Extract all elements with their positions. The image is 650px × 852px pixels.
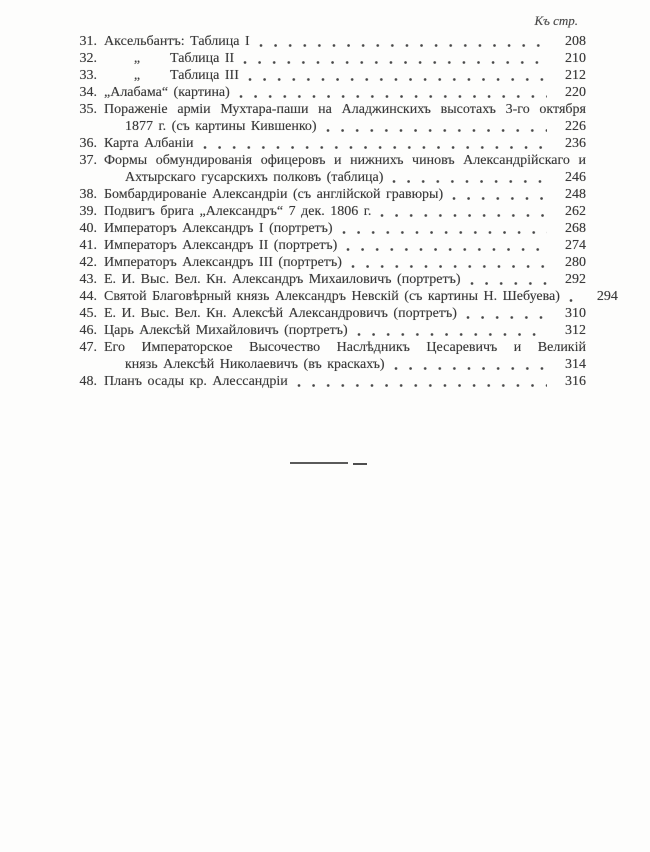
entry-title: Ахтырскаго гусарскихъ полковъ (таблица) <box>125 170 384 185</box>
toc-entry <box>75 305 586 322</box>
page-number: 292 <box>565 272 586 287</box>
leader-dots <box>452 186 547 203</box>
leader-dots <box>259 33 547 50</box>
leader-dots <box>380 203 547 220</box>
page-number: 246 <box>565 170 586 185</box>
divider-long-rule <box>290 462 348 464</box>
entry-title: Аксельбантъ: Таблица I <box>104 34 250 49</box>
toc-entry <box>75 135 586 152</box>
leader-dots <box>243 50 547 67</box>
entry-title: Царь Алексѣй Михайловичъ (портретъ) <box>104 323 348 338</box>
page-number: 262 <box>565 204 586 219</box>
divider-short-dash <box>353 463 367 465</box>
entry-number: 46. <box>79 323 97 338</box>
page-number: 212 <box>565 68 586 83</box>
toc-entry-line <box>75 237 586 254</box>
entry-title: Святой Благовѣрный князь Александръ Невскій (съ картины Н. Шебуева) <box>104 289 560 304</box>
toc-entry <box>75 186 586 203</box>
toc-entry-line <box>75 50 586 67</box>
illustration-list <box>75 33 618 390</box>
entry-number: 44. <box>79 289 97 304</box>
entry-title: Его Императорское Высочество Наслѣдникъ Цесаревичъ и Великій <box>104 340 586 355</box>
leader-dots <box>326 118 547 135</box>
entry-number: 33. <box>79 68 97 83</box>
leader-dots <box>470 271 547 288</box>
leader-dots <box>351 254 547 271</box>
toc-entry <box>75 67 586 84</box>
leader-dots <box>466 305 547 322</box>
page-number: 310 <box>565 306 586 321</box>
leader-dots <box>239 84 547 101</box>
leader-dots <box>357 322 547 339</box>
entry-number: 35. <box>79 102 97 117</box>
toc-entry <box>75 203 586 220</box>
page-number: 316 <box>565 374 586 389</box>
toc-entry-line <box>75 169 586 186</box>
toc-entry-line <box>75 203 586 220</box>
leader-dots <box>248 67 547 84</box>
section-divider <box>290 461 367 465</box>
toc-entry-line <box>75 101 586 118</box>
page-number: 268 <box>565 221 586 236</box>
leader-dots <box>569 288 579 305</box>
entry-number: 40. <box>79 221 97 236</box>
entry-number: 34. <box>79 85 97 100</box>
toc-entry <box>75 271 586 288</box>
page-number: 248 <box>565 187 586 202</box>
toc-entry-line <box>75 322 586 339</box>
toc-entry-line <box>75 33 586 50</box>
toc-entry-line <box>75 271 586 288</box>
toc-entry-line <box>75 186 586 203</box>
entry-title: Е. И. Выс. Вел. Кн. Александръ Михаиловичъ (портретъ) <box>104 272 461 287</box>
toc-entry-line <box>75 118 586 135</box>
toc-entry <box>75 33 586 50</box>
toc-entry <box>75 84 586 101</box>
entry-title: Подвигъ брига „Александръ“ 7 дек. 1806 г. <box>104 204 372 219</box>
leader-dots <box>203 135 548 152</box>
leader-dots <box>392 169 547 186</box>
entry-title: 1877 г. (съ картины Кившенко) <box>125 119 317 134</box>
toc-entry <box>75 254 586 271</box>
entry-title: князь Алексѣй Николаевичъ (въ краскахъ) <box>125 357 385 372</box>
entry-title: Пораженіе арміи Мухтара-паши на Аладжинскихъ высотахъ 3-го октября <box>104 102 586 117</box>
entry-number: 37. <box>79 153 97 168</box>
entry-title: Императоръ Александръ III (портретъ) <box>104 255 342 270</box>
entry-title: Таблица II <box>170 51 235 66</box>
entry-title: Императоръ Александръ I (портретъ) <box>104 221 333 236</box>
entry-number: 42. <box>79 255 97 270</box>
page-number: 236 <box>565 136 586 151</box>
page-number: 312 <box>565 323 586 338</box>
entry-number: 36. <box>79 136 97 151</box>
toc-entry <box>75 152 586 186</box>
toc-entry-line <box>75 135 586 152</box>
toc-entry-line <box>75 373 586 390</box>
toc-entry-line <box>75 288 618 305</box>
entry-number: 39. <box>79 204 97 219</box>
ditto-mark: „ <box>133 51 141 66</box>
entry-number: 41. <box>79 238 97 253</box>
entry-number: 47. <box>79 340 97 355</box>
page-number: 274 <box>565 238 586 253</box>
toc-entry <box>75 101 586 135</box>
entry-title: Императоръ Александръ II (портретъ) <box>104 238 338 253</box>
entry-number: 45. <box>79 306 97 321</box>
leader-dots <box>346 237 547 254</box>
page-number: 314 <box>565 357 586 372</box>
toc-entry-line <box>75 339 586 356</box>
entry-number: 31. <box>79 34 97 49</box>
toc-entry <box>75 322 586 339</box>
toc-entry <box>75 237 586 254</box>
toc-entry-line <box>75 67 586 84</box>
leader-dots <box>394 356 547 373</box>
toc-entry-line <box>75 305 586 322</box>
entry-title: Карта Албаніи <box>104 136 194 151</box>
toc-entry-line <box>75 152 586 169</box>
page-number: 280 <box>565 255 586 270</box>
page-number: 220 <box>565 85 586 100</box>
page-ref-header: Къ стр. <box>534 13 578 28</box>
toc-entry-line <box>75 220 586 237</box>
toc-entry <box>75 220 586 237</box>
entry-title: Е. И. Выс. Вел. Кн. Алексѣй Александровичъ (портретъ) <box>104 306 457 321</box>
leader-dots <box>297 373 547 390</box>
page-number: 208 <box>565 34 586 49</box>
page-number: 294 <box>596 289 618 304</box>
page-number: 210 <box>565 51 586 66</box>
toc-entry-line <box>75 356 586 373</box>
entry-number: 43. <box>79 272 97 287</box>
entry-number: 48. <box>79 374 97 389</box>
toc-entry <box>75 288 618 305</box>
toc-entry-line <box>75 84 586 101</box>
entry-title: „Алабама“ (картина) <box>104 85 230 100</box>
toc-entry <box>75 50 586 67</box>
leader-dots <box>342 220 547 237</box>
entry-number: 38. <box>79 187 97 202</box>
entry-title: Формы обмундированія офицеровъ и нижнихъ чиновъ Александрійскаго и <box>104 153 586 168</box>
toc-entry <box>75 373 586 390</box>
entry-title: Таблица III <box>170 68 239 83</box>
entry-number: 32. <box>79 51 97 66</box>
entry-title: Бомбардированіе Александріи (съ англійской гравюры) <box>104 187 444 202</box>
entry-title: Планъ осады кр. Алессандріи <box>104 374 288 389</box>
toc-entry-line <box>75 254 586 271</box>
ditto-mark: „ <box>133 68 141 83</box>
page-number: 226 <box>565 119 586 134</box>
toc-entry <box>75 339 586 373</box>
